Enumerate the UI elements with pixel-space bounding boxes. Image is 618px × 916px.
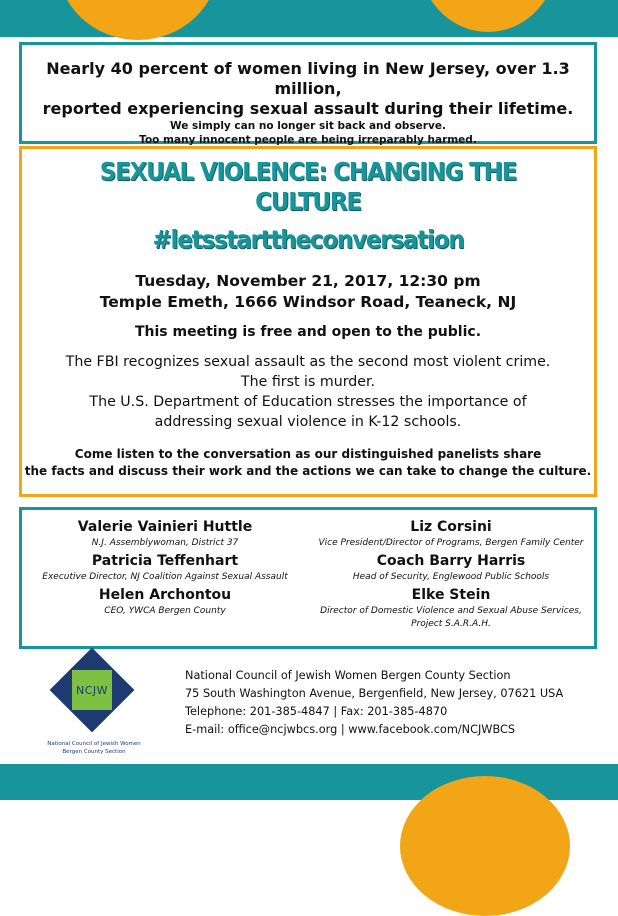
panelist-name: Helen Archontou <box>98 587 232 603</box>
fact-line-4: addressing sexual violence in K-12 schools. <box>154 414 462 430</box>
panelist-title: Executive Director, NJ Coalition Against Sexual Assault <box>42 572 288 582</box>
panelist-title: Vice President/Director of Programs, Bergen Family Center <box>318 538 584 548</box>
event-headline: SEXUAL VIOLENCE: CHANGING THE CULTURE <box>99 157 517 216</box>
org-phone: Telephone: 201-385-4847 | Fax: 201-385-4870 <box>185 705 448 718</box>
facts-paragraph <box>22 352 594 432</box>
organization-contact <box>185 667 605 739</box>
event-info-box <box>19 146 597 497</box>
fact-line-2: The first is murder. <box>240 374 376 390</box>
logo-caption <box>40 740 148 756</box>
cta-line-2: the facts and discuss their work and the actions we can take to change the culture. <box>24 464 592 478</box>
intro-statistic-box <box>19 42 597 144</box>
org-name: National Council of Jewish Women Bergen County Section <box>185 669 511 682</box>
intro-lead-line-2: reported experiencing sexual assault during their lifetime. <box>42 99 574 118</box>
panelist-title: Head of Security, Englewood Public Schools <box>352 572 550 582</box>
fact-line-3: The U.S. Department of Education stresses the importance of <box>89 394 527 410</box>
panelist-title: Director of Domestic Violence and Sexual Abuse Services, <box>320 606 582 616</box>
panelists-left-column <box>22 516 308 618</box>
logo-caption-line-1: National Council of Jewish Women <box>47 741 141 747</box>
intro-small-line-1: We simply can no longer sit back and observe. <box>170 120 446 132</box>
call-to-action <box>22 446 594 480</box>
panelist-name: Patricia Teffenhart <box>91 553 239 569</box>
ncjw-logo-mark: NCJW <box>75 683 109 697</box>
bottom-decorative-circle <box>400 776 570 916</box>
fact-line-1: The FBI recognizes sexual assault as the second most violent crime. <box>65 354 551 370</box>
org-address: 75 South Washington Avenue, Bergenfield, New Jersey, 07621 USA <box>185 687 564 700</box>
panelist-title-continued: Project S.A.R.A.H. <box>411 619 491 629</box>
org-contact: E-mail: office@ncjwbcs.org | www.facebook.com/NCJWBCS <box>185 723 516 736</box>
panelist-name: Valerie Vainieri Huttle <box>77 519 253 535</box>
panelists-box <box>19 507 597 649</box>
panelist-name: Liz Corsini <box>410 519 492 535</box>
intro-lead <box>22 59 594 119</box>
cta-line-1: Come listen to the conversation as our distinguished panelists share <box>74 447 542 461</box>
event-location: Temple Emeth, 1666 Windsor Road, Teaneck, NJ <box>99 293 517 311</box>
ncjw-logo <box>72 670 112 710</box>
logo-caption-line-2: Bergen County Section <box>62 749 126 755</box>
free-public-note: This meeting is free and open to the public. <box>134 324 482 340</box>
intro-lead-line-1: Nearly 40 percent of women living in New Jersey, over 1.3 million, <box>46 59 570 98</box>
intro-small-line-2: Too many innocent people are being irreparably harmed. <box>139 134 477 146</box>
event-details <box>22 271 594 313</box>
event-hashtag: #letsstarttheconversation <box>152 225 464 254</box>
panelists-right-column <box>308 516 594 631</box>
panelist-name: Elke Stein <box>411 587 491 603</box>
panelist-title: N.J. Assemblywoman, District 37 <box>91 538 239 548</box>
event-date: Tuesday, November 21, 2017, 12:30 pm <box>135 272 481 290</box>
panelist-title: CEO, YWCA Bergen County <box>104 606 226 616</box>
panelist-name: Coach Barry Harris <box>376 553 526 569</box>
